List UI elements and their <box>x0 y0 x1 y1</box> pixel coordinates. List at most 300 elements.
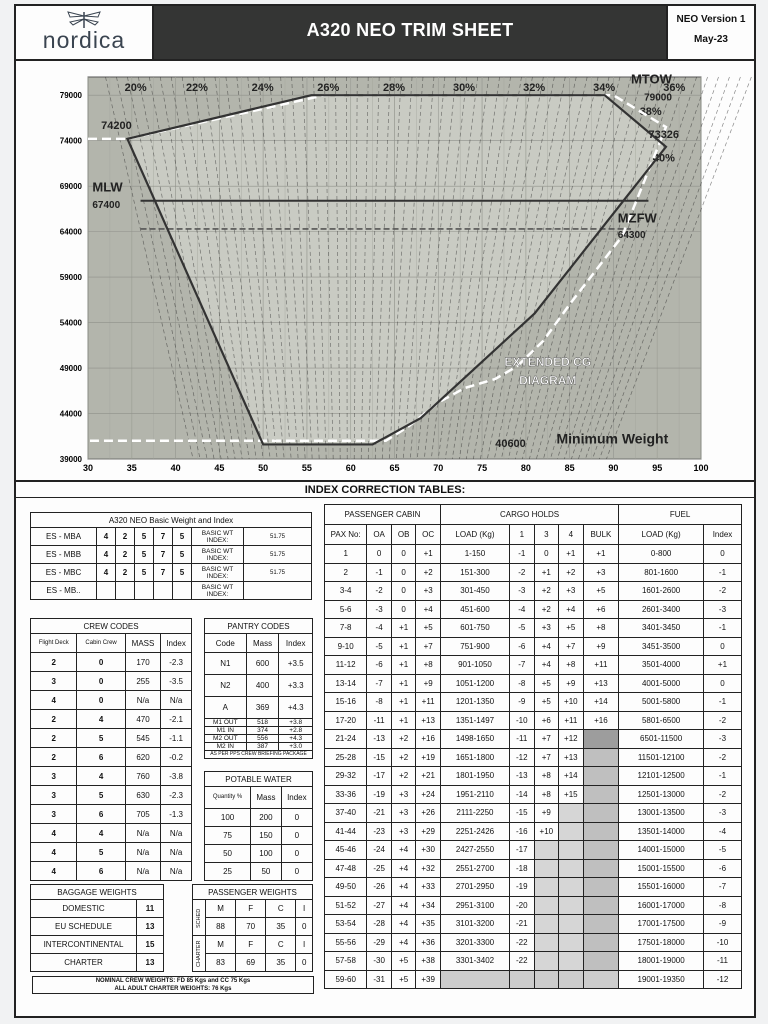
cabin-cell: 59-60 <box>325 970 367 989</box>
cargo-cell: -12 <box>510 748 535 767</box>
crew-cell: N/a <box>161 843 192 862</box>
cabin-cell: +21 <box>416 767 441 786</box>
cabin-header-cell: OC <box>416 525 441 545</box>
cabin-cell: 37-40 <box>325 804 367 823</box>
fuel-cell: 17001-17500 <box>619 915 704 934</box>
pantry-codes-table <box>204 618 313 759</box>
cargo-cell: -19 <box>510 878 535 897</box>
cargo-cell: 3301-3402 <box>440 952 509 971</box>
cg-envelope-chart <box>16 63 754 479</box>
pax-weight-header: C <box>266 900 296 918</box>
cargo-cell: 2701-2950 <box>440 878 509 897</box>
cabin-cell: +1 <box>391 711 416 730</box>
cargo-cell: -3 <box>510 582 535 601</box>
potable-water-table <box>204 771 313 881</box>
pantry-small-cell: 556 <box>246 735 279 743</box>
cargo-cell: -5 <box>510 619 535 638</box>
cabin-cell: -13 <box>367 730 392 749</box>
cabin-cell: +19 <box>416 748 441 767</box>
crew-cell: N/a <box>125 691 160 710</box>
fuel-cell: 3451-3500 <box>619 637 704 656</box>
config-cell <box>154 582 173 600</box>
crew-codes-table <box>30 618 192 881</box>
cargo-cell: -14 <box>510 785 535 804</box>
pantry-row <box>205 697 313 719</box>
potable-water-title: POTABLE WATER <box>205 772 313 787</box>
cabin-cell: -24 <box>367 841 392 860</box>
y-tick-label: 54000 <box>59 318 82 328</box>
cabin-cell: 25-28 <box>325 748 367 767</box>
basic-index-label: BASIC WT INDEX: <box>192 582 244 600</box>
crew-cell: 3 <box>31 767 77 786</box>
crew-cell: 255 <box>125 672 160 691</box>
cabin-header-cell: OB <box>391 525 416 545</box>
fuel-cell: 12101-12500 <box>619 767 704 786</box>
cargo-cell: 1051-1200 <box>440 674 509 693</box>
minimum-weight-value: 40600 <box>495 438 526 451</box>
cabin-cell: +1 <box>391 674 416 693</box>
cargo-cell: -2 <box>510 563 535 582</box>
baggage-row <box>31 936 164 954</box>
crew-cell: 6 <box>77 748 125 767</box>
x-tick-label: 50 <box>258 463 269 473</box>
fuel-cell: 3401-3450 <box>619 619 704 638</box>
cabin-cell: -19 <box>367 785 392 804</box>
logo-text: nordica <box>42 27 126 53</box>
cargo-cell: 901-1050 <box>440 656 509 675</box>
crew-cell: 170 <box>125 653 160 672</box>
crew-cell: 6 <box>77 805 125 824</box>
index-row <box>325 785 742 804</box>
crew-header-cell: Cabin Crew <box>77 634 125 653</box>
cargo-cell: 0 <box>534 545 559 564</box>
water-cell: 25 <box>205 863 251 881</box>
config-cell: 2 <box>116 564 135 582</box>
config-cell: 5 <box>135 528 154 546</box>
cargo-cell: 3201-3300 <box>440 933 509 952</box>
cargo-cell <box>534 915 559 934</box>
cargo-cell <box>583 933 619 952</box>
water-cell: 200 <box>251 809 282 827</box>
cabin-cell: -25 <box>367 859 392 878</box>
fuel-cell: 14001-15000 <box>619 841 704 860</box>
cargo-cell: -18 <box>510 859 535 878</box>
cargo-cell: +3 <box>559 582 584 601</box>
index-row <box>325 693 742 712</box>
index-row <box>325 970 742 989</box>
cargo-cell: +11 <box>583 656 619 675</box>
pantry-cell: +4.3 <box>279 697 313 719</box>
cargo-cell: +12 <box>559 730 584 749</box>
basic-index-label: BASIC WT INDEX: <box>192 546 244 564</box>
y-tick-label: 44000 <box>59 409 82 419</box>
fuel-cell: -6 <box>703 859 741 878</box>
cg-label: 38% <box>639 106 662 119</box>
fuel-cell: 13001-13500 <box>619 804 704 823</box>
water-row <box>205 827 313 845</box>
cabin-cell: 29-32 <box>325 767 367 786</box>
cabin-cell: 3-4 <box>325 582 367 601</box>
cabin-cell: -4 <box>367 619 392 638</box>
fuel-cell: -1 <box>703 693 741 712</box>
cg-label: 40% <box>652 152 675 165</box>
cabin-cell: -5 <box>367 637 392 656</box>
pantry-small-row <box>205 735 313 743</box>
cabin-cell: -15 <box>367 748 392 767</box>
fuel-cell: -3 <box>703 600 741 619</box>
cargo-cell: -21 <box>510 915 535 934</box>
cabin-cell: 1 <box>325 545 367 564</box>
cabin-cell: 21-24 <box>325 730 367 749</box>
crew-header-cell: Flight Deck <box>31 634 77 653</box>
cargo-cell <box>534 970 559 989</box>
index-row <box>325 711 742 730</box>
cargo-cell: 1-150 <box>440 545 509 564</box>
crew-cell: -2.3 <box>161 786 192 805</box>
fuel-cell: -7 <box>703 878 741 897</box>
pantry-small-cell: +3.0 <box>279 743 313 751</box>
cabin-cell: +3 <box>391 822 416 841</box>
cargo-cell: 1201-1350 <box>440 693 509 712</box>
x-tick-label: 95 <box>652 463 663 473</box>
config-cell: 5 <box>173 546 192 564</box>
cargo-cell: 2551-2700 <box>440 859 509 878</box>
baggage-weight: 13 <box>137 918 164 936</box>
y-tick-label: 59000 <box>59 273 82 283</box>
x-tick-label: 70 <box>433 463 444 473</box>
cg-label: 30% <box>453 82 476 94</box>
pax-weight-header: I <box>296 936 313 954</box>
logo <box>16 6 154 59</box>
cabin-cell: +1 <box>391 693 416 712</box>
pax-weight-value-row <box>193 954 313 972</box>
crew-cell: 3 <box>31 805 77 824</box>
point-label: 73326 <box>648 128 680 141</box>
fuel-cell: -10 <box>703 933 741 952</box>
water-cell: 0 <box>281 809 312 827</box>
fuel-cell: 0 <box>703 545 741 564</box>
crew-cell: -1.1 <box>161 729 192 748</box>
basic-weight-title: A320 NEO Basic Weight and Index <box>31 513 312 528</box>
cargo-cell <box>583 878 619 897</box>
cabin-cell: +1 <box>391 619 416 638</box>
pax-weight-value: 0 <box>296 954 313 972</box>
crew-row <box>31 729 192 748</box>
crew-cell: 3 <box>31 786 77 805</box>
water-row <box>205 863 313 881</box>
crew-cell: 470 <box>125 710 160 729</box>
cargo-cell <box>534 878 559 897</box>
version-box <box>666 6 754 59</box>
cabin-cell: 2 <box>325 563 367 582</box>
cabin-cell: 11-12 <box>325 656 367 675</box>
cabin-cell: -3 <box>367 600 392 619</box>
registration-cell: ES - MBC <box>31 564 97 582</box>
cargo-cell: 451-600 <box>440 600 509 619</box>
cargo-cell: 751-900 <box>440 637 509 656</box>
config-cell: 4 <box>97 546 116 564</box>
cargo-cell: -7 <box>510 656 535 675</box>
y-tick-label: 79000 <box>59 91 82 101</box>
index-row <box>325 878 742 897</box>
fuel-cell: 16001-17000 <box>619 896 704 915</box>
crew-cell: -3.8 <box>161 767 192 786</box>
cargo-cell: +4 <box>534 637 559 656</box>
cargo-header-cell: 4 <box>559 525 584 545</box>
cargo-cell: +5 <box>559 619 584 638</box>
cabin-cell: +4 <box>391 933 416 952</box>
pantry-small-row <box>205 719 313 727</box>
cargo-cell: +5 <box>534 674 559 693</box>
crew-cell: N/a <box>125 843 160 862</box>
crew-cell: 4 <box>31 824 77 843</box>
pantry-small-cell: +4.3 <box>279 735 313 743</box>
baggage-type: DOMESTIC <box>31 900 137 918</box>
extended-cg-label: DIAGRAM <box>519 373 577 388</box>
cargo-cell: -4 <box>510 600 535 619</box>
crew-cell: N/a <box>161 691 192 710</box>
cargo-cell: +13 <box>583 674 619 693</box>
water-row <box>205 845 313 863</box>
basic-index-value: 51.75 <box>244 564 312 582</box>
cargo-cell <box>559 896 584 915</box>
crew-cell: 4 <box>31 843 77 862</box>
basic-index-value: 51.75 <box>244 528 312 546</box>
index-row <box>325 767 742 786</box>
fuel-cell: -11 <box>703 952 741 971</box>
x-tick-label: 30 <box>82 463 94 473</box>
cabin-header-cell: PAX No: <box>325 525 367 545</box>
config-cell: 7 <box>154 546 173 564</box>
fuel-cell: 18001-19000 <box>619 952 704 971</box>
crew-cell: 3 <box>31 672 77 691</box>
cg-label: 32% <box>523 82 546 94</box>
cargo-cell: +16 <box>583 711 619 730</box>
basic-weight-row <box>31 582 312 600</box>
cabin-cell: +36 <box>416 933 441 952</box>
config-cell: 5 <box>135 546 154 564</box>
cargo-cell <box>534 859 559 878</box>
note-line-1: NOMINAL CREW WEIGHTS: FD 85 Kgs and CC 75 Kgs <box>95 978 251 984</box>
cabin-cell: +16 <box>416 730 441 749</box>
cabin-cell: +24 <box>416 785 441 804</box>
config-cell: 7 <box>154 564 173 582</box>
index-row <box>325 859 742 878</box>
pax-weight-group-label: CHARTER <box>193 936 206 972</box>
cabin-cell: 45-46 <box>325 841 367 860</box>
crew-cell: 630 <box>125 786 160 805</box>
pantry-small-cell: 374 <box>246 727 279 735</box>
cargo-cell: 1801-1950 <box>440 767 509 786</box>
crew-cell: 2 <box>31 653 77 672</box>
fuel-cell: -1 <box>703 619 741 638</box>
crew-cell: 760 <box>125 767 160 786</box>
cargo-cell <box>583 915 619 934</box>
config-cell: 4 <box>97 528 116 546</box>
pax-weight-header: I <box>296 900 313 918</box>
cabin-cell: +5 <box>391 970 416 989</box>
cargo-cell <box>583 896 619 915</box>
version-label: NEO Version 1 <box>676 14 746 25</box>
cabin-cell: -11 <box>367 711 392 730</box>
cargo-cell <box>583 804 619 823</box>
pantry-footnote: AS PER PPS CREW BRIEFING PACKAGE <box>205 751 313 759</box>
crew-cell: 620 <box>125 748 160 767</box>
cargo-cell <box>559 933 584 952</box>
pax-weight-value: 35 <box>266 918 296 936</box>
pantry-small-row <box>205 727 313 735</box>
cabin-cell: +8 <box>416 656 441 675</box>
baggage-row <box>31 954 164 972</box>
crew-row <box>31 805 192 824</box>
pax-weight-header-row <box>193 936 313 954</box>
water-header-cell: Mass <box>251 787 282 809</box>
pantry-small-cell: M1 OUT <box>205 719 247 727</box>
cargo-cell: 2251-2426 <box>440 822 509 841</box>
point-label: 74200 <box>101 119 132 132</box>
cargo-cell <box>559 822 584 841</box>
cargo-cell <box>583 841 619 860</box>
cargo-cell: 1651-1800 <box>440 748 509 767</box>
cabin-cell: -23 <box>367 822 392 841</box>
fuel-cell: -3 <box>703 804 741 823</box>
cabin-cell: 15-16 <box>325 693 367 712</box>
cargo-cell: +2 <box>559 563 584 582</box>
extended-cg-label: EXTENDED CG <box>504 355 592 370</box>
basic-index-label: BASIC WT INDEX: <box>192 564 244 582</box>
cabin-cell: -27 <box>367 896 392 915</box>
basic-index-value: 51.75 <box>244 546 312 564</box>
baggage-weight: 13 <box>137 954 164 972</box>
index-row <box>325 952 742 971</box>
cargo-cell: +3 <box>534 619 559 638</box>
fuel-cell: -2 <box>703 711 741 730</box>
cargo-cell: +1 <box>534 563 559 582</box>
y-tick-label: 49000 <box>59 364 82 374</box>
cabin-cell: -6 <box>367 656 392 675</box>
crew-row <box>31 691 192 710</box>
cabin-cell: +2 <box>391 748 416 767</box>
cargo-cell: -10 <box>510 711 535 730</box>
crew-cell: N/a <box>125 824 160 843</box>
page-title: A320 NEO TRIM SHEET <box>154 6 666 59</box>
config-cell: 2 <box>116 546 135 564</box>
water-row <box>205 809 313 827</box>
pax-weight-header: M <box>206 936 236 954</box>
crew-row <box>31 843 192 862</box>
cargo-cell: +15 <box>559 785 584 804</box>
cabin-cell: -8 <box>367 693 392 712</box>
cargo-cell <box>559 804 584 823</box>
cabin-cell: +13 <box>416 711 441 730</box>
pax-weight-header-row <box>193 900 313 918</box>
y-tick-label: 69000 <box>59 182 82 192</box>
pantry-header-cell: Code <box>205 634 247 653</box>
cargo-cell <box>559 878 584 897</box>
cargo-cell <box>559 841 584 860</box>
index-row <box>325 822 742 841</box>
cabin-cell: 0 <box>367 545 392 564</box>
mtow-label: MTOW <box>630 71 672 87</box>
index-row <box>325 841 742 860</box>
pantry-cell: +3.3 <box>279 675 313 697</box>
passenger-weights-table <box>192 884 313 972</box>
pantry-small-cell: M2 OUT <box>205 735 247 743</box>
crew-cell: 705 <box>125 805 160 824</box>
passenger-weights-title: PASSENGER WEIGHTS <box>193 885 313 900</box>
config-cell: 2 <box>116 528 135 546</box>
pantry-small-cell: 387 <box>246 743 279 751</box>
fuel-cell: 3501-4000 <box>619 656 704 675</box>
crew-cell: N/a <box>161 824 192 843</box>
mlw-value: 67400 <box>92 199 121 211</box>
fuel-cell: -2 <box>703 748 741 767</box>
cabin-header-cell: OA <box>367 525 392 545</box>
cabin-cell: 41-44 <box>325 822 367 841</box>
fuel-cell: -12 <box>703 970 741 989</box>
x-tick-label: 60 <box>345 463 356 473</box>
cargo-cell: +7 <box>534 730 559 749</box>
cabin-cell: 57-58 <box>325 952 367 971</box>
cabin-cell: -2 <box>367 582 392 601</box>
water-cell: 50 <box>205 845 251 863</box>
cabin-cell: -26 <box>367 878 392 897</box>
pantry-row <box>205 653 313 675</box>
cg-label: 28% <box>382 82 406 94</box>
water-cell: 75 <box>205 827 251 845</box>
mlw-label: MLW <box>92 179 123 195</box>
baggage-weight: 11 <box>137 900 164 918</box>
y-tick-label: 74000 <box>59 136 82 146</box>
mtow-value: 79000 <box>644 92 672 104</box>
crew-cell: 5 <box>77 786 125 805</box>
y-tick-label: 39000 <box>59 455 82 464</box>
cargo-cell: +6 <box>534 711 559 730</box>
cargo-cell: +4 <box>559 600 584 619</box>
cabin-cell: +4 <box>391 841 416 860</box>
cargo-cell: -15 <box>510 804 535 823</box>
config-cell <box>116 582 135 600</box>
cargo-cell: +8 <box>534 767 559 786</box>
cabin-cell: +11 <box>416 693 441 712</box>
index-section-title: INDEX CORRECTION TABLES: <box>16 480 754 498</box>
cabin-cell: +29 <box>416 822 441 841</box>
water-cell: 0 <box>281 827 312 845</box>
fuel-cell: -2 <box>703 582 741 601</box>
x-tick-label: 90 <box>608 463 619 473</box>
cargo-cell <box>583 822 619 841</box>
x-tick-label: 35 <box>126 463 137 473</box>
mzfw-label: MZFW <box>617 210 657 226</box>
index-row <box>325 637 742 656</box>
baggage-row <box>31 900 164 918</box>
index-row <box>325 915 742 934</box>
cg-envelope-svg <box>16 63 754 479</box>
water-cell: 50 <box>251 863 282 881</box>
water-header-cell: Quantity % <box>205 787 251 809</box>
crew-cell: 0 <box>77 653 125 672</box>
cargo-cell: +4 <box>534 656 559 675</box>
cargo-cell: -17 <box>510 841 535 860</box>
cabin-cell: +2 <box>416 563 441 582</box>
fuel-cell: 5801-6500 <box>619 711 704 730</box>
index-row <box>325 748 742 767</box>
index-row <box>325 545 742 564</box>
cargo-cell: +5 <box>534 693 559 712</box>
cargo-cell <box>559 970 584 989</box>
pantry-cell: N1 <box>205 653 247 675</box>
fuel-cell: 17501-18000 <box>619 933 704 952</box>
